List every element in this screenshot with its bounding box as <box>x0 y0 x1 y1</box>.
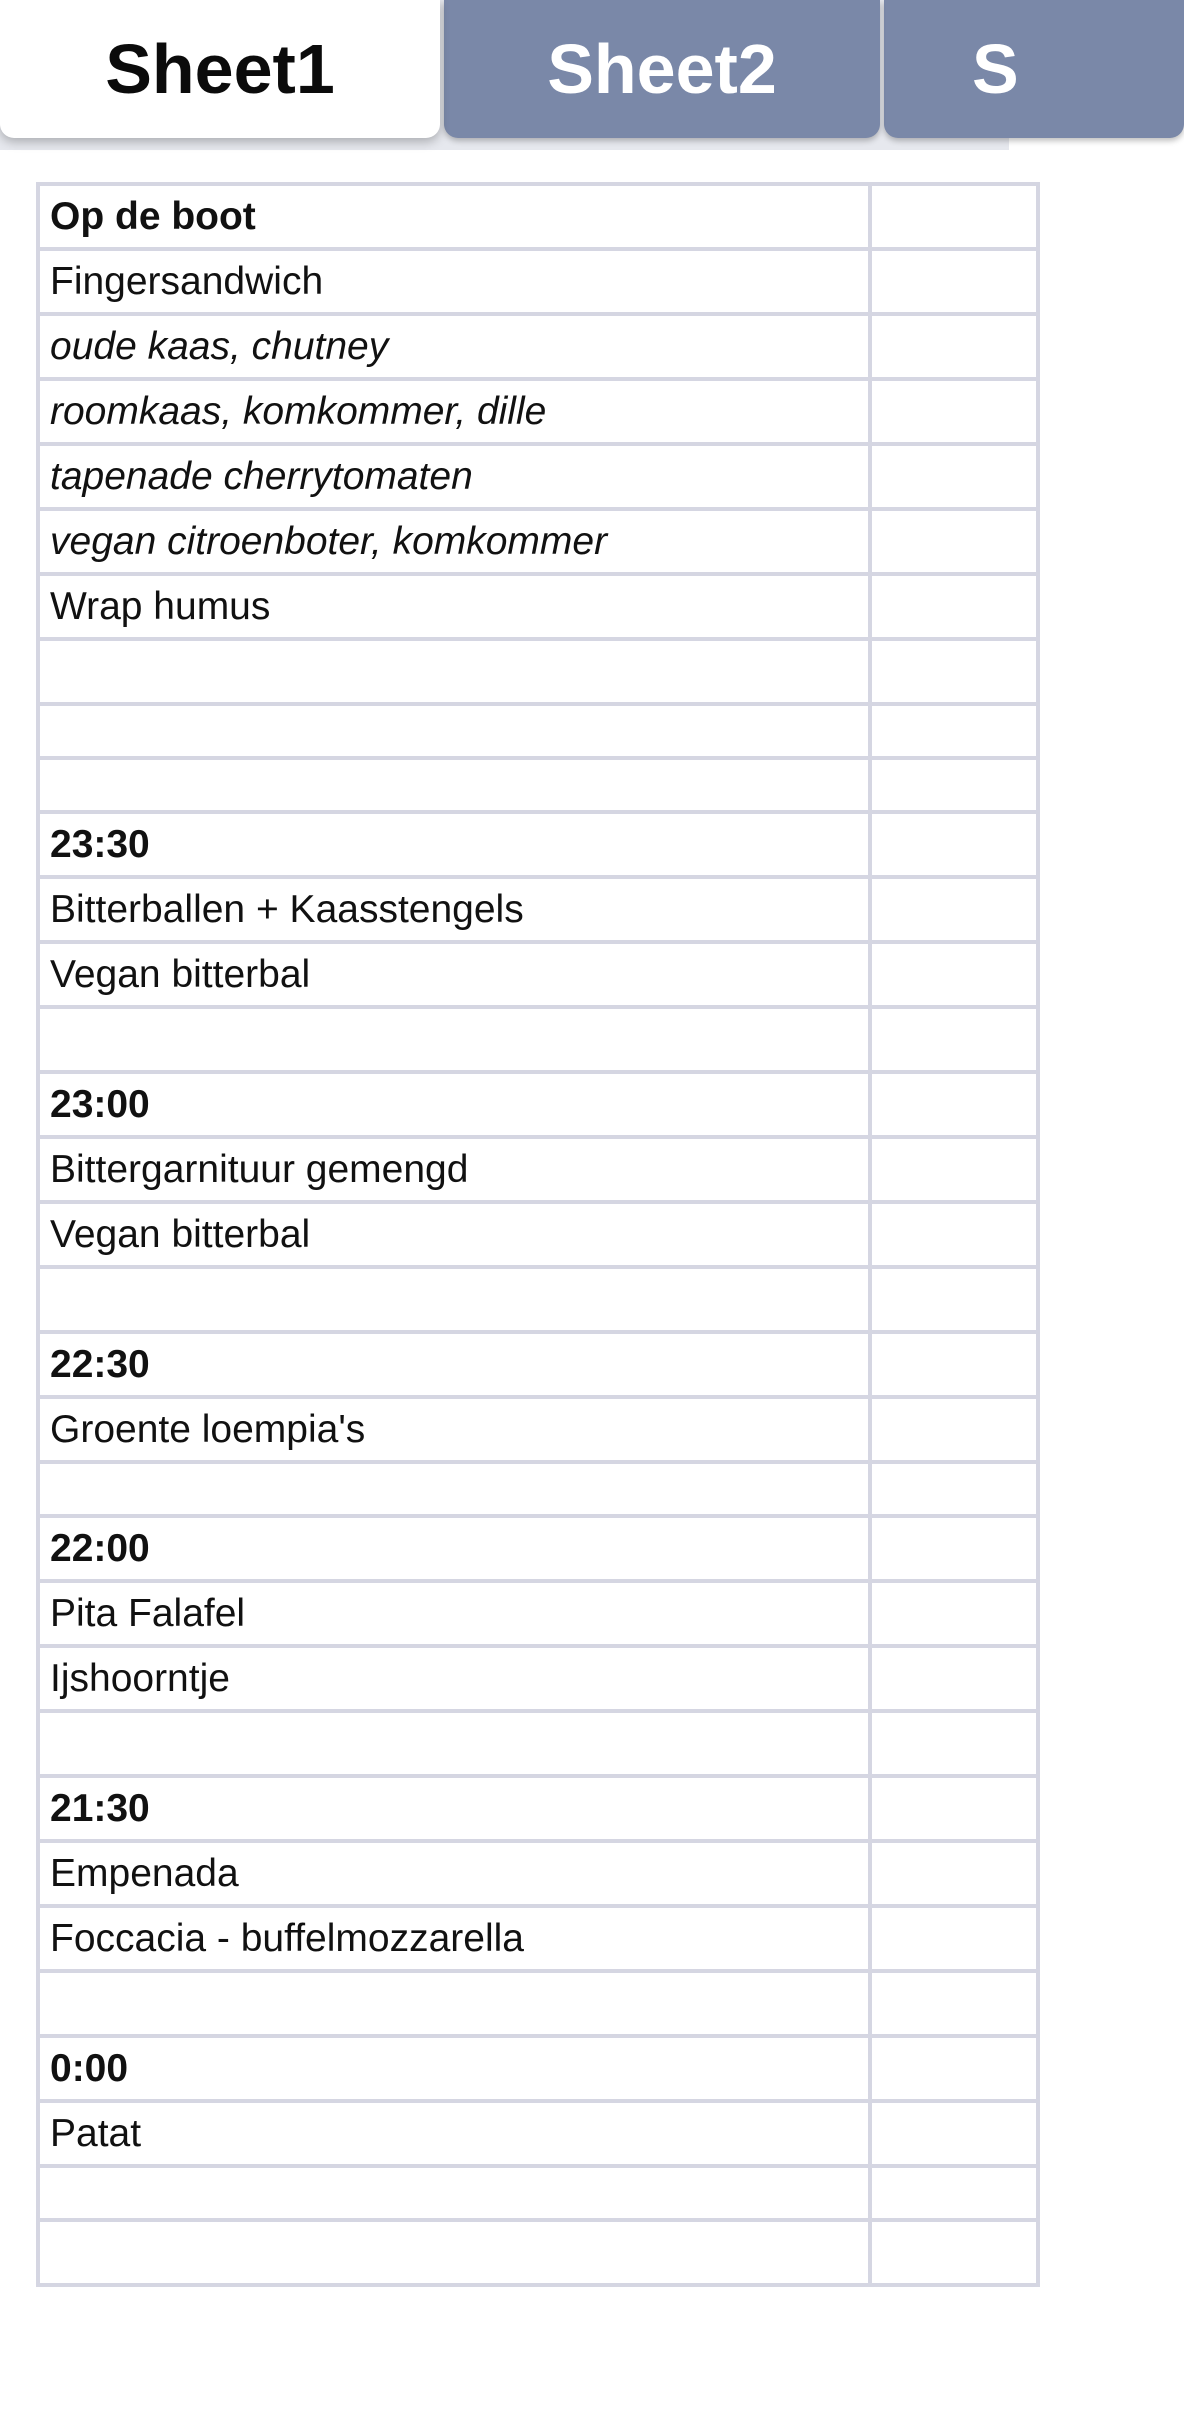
cell-col-a[interactable]: roomkaas, komkommer, dille <box>38 379 870 444</box>
cell-col-b[interactable] <box>870 1267 1038 1332</box>
table-row <box>38 1462 1038 1516</box>
cell-col-a[interactable] <box>38 2166 870 2220</box>
table-row <box>38 2220 1038 2285</box>
tab-sheet2[interactable] <box>444 0 880 138</box>
cell-col-b[interactable] <box>870 1776 1038 1841</box>
table-row <box>38 1072 1038 1137</box>
cell-col-b[interactable] <box>870 1202 1038 1267</box>
tab-sheet1-label: Sheet1 <box>105 30 335 108</box>
spreadsheet-grid <box>36 182 1040 2287</box>
tab-sheet1[interactable] <box>0 0 440 138</box>
cell-col-b[interactable] <box>870 249 1038 314</box>
cell-col-a[interactable]: Patat <box>38 2101 870 2166</box>
cell-col-a[interactable]: Pita Falafel <box>38 1581 870 1646</box>
table-row <box>38 184 1038 249</box>
table-row <box>38 1776 1038 1841</box>
cell-col-a[interactable] <box>38 639 870 704</box>
cell-col-a[interactable]: Groente loempia's <box>38 1397 870 1462</box>
cell-col-b[interactable] <box>870 1462 1038 1516</box>
tab-sheet3-label: S <box>972 30 1019 108</box>
cell-col-b[interactable] <box>870 184 1038 249</box>
table-row <box>38 2166 1038 2220</box>
table-row <box>38 1267 1038 1332</box>
cell-col-b[interactable] <box>870 704 1038 758</box>
table-row <box>38 1841 1038 1906</box>
cell-col-a[interactable] <box>38 1711 870 1776</box>
table-row <box>38 1906 1038 1971</box>
cell-col-a[interactable]: Bitterballen + Kaasstengels <box>38 877 870 942</box>
table-row <box>38 1711 1038 1776</box>
cell-col-b[interactable] <box>870 2166 1038 2220</box>
cell-col-a[interactable]: 0:00 <box>38 2036 870 2101</box>
table-row <box>38 314 1038 379</box>
table-row <box>38 1397 1038 1462</box>
cell-col-b[interactable] <box>870 877 1038 942</box>
table-row <box>38 509 1038 574</box>
cell-col-a[interactable] <box>38 758 870 812</box>
cell-col-a[interactable]: 22:30 <box>38 1332 870 1397</box>
cell-col-b[interactable] <box>870 2220 1038 2285</box>
cell-col-a[interactable]: 22:00 <box>38 1516 870 1581</box>
cell-col-b[interactable] <box>870 1332 1038 1397</box>
cell-col-a[interactable] <box>38 704 870 758</box>
cell-col-b[interactable] <box>870 379 1038 444</box>
cell-col-b[interactable] <box>870 1007 1038 1072</box>
cell-col-a[interactable]: Ijshoorntje <box>38 1646 870 1711</box>
table-row <box>38 877 1038 942</box>
cell-col-b[interactable] <box>870 509 1038 574</box>
cell-col-a[interactable]: 21:30 <box>38 1776 870 1841</box>
cell-col-b[interactable] <box>870 942 1038 1007</box>
table-row <box>38 249 1038 314</box>
tab-sheet2-label: Sheet2 <box>547 30 777 108</box>
cell-col-a[interactable]: Empenada <box>38 1841 870 1906</box>
table-row <box>38 1971 1038 2036</box>
table-row <box>38 2101 1038 2166</box>
table-row <box>38 1332 1038 1397</box>
tab-sheet3[interactable] <box>884 0 1184 138</box>
cell-col-b[interactable] <box>870 1646 1038 1711</box>
table-row <box>38 1516 1038 1581</box>
cell-col-a[interactable]: Vegan bitterbal <box>38 1202 870 1267</box>
cell-col-b[interactable] <box>870 639 1038 704</box>
cell-col-a[interactable] <box>38 1462 870 1516</box>
table-row <box>38 1007 1038 1072</box>
table-row <box>38 1581 1038 1646</box>
cell-col-a[interactable]: oude kaas, chutney <box>38 314 870 379</box>
table-row <box>38 2036 1038 2101</box>
cell-col-b[interactable] <box>870 1581 1038 1646</box>
cell-col-b[interactable] <box>870 1137 1038 1202</box>
table-row <box>38 812 1038 877</box>
cell-col-a[interactable]: tapenade cherrytomaten <box>38 444 870 509</box>
table-row <box>38 1202 1038 1267</box>
cell-col-a[interactable]: 23:30 <box>38 812 870 877</box>
table-row <box>38 942 1038 1007</box>
cell-col-a[interactable]: vegan citroenboter, komkommer <box>38 509 870 574</box>
cell-col-b[interactable] <box>870 2036 1038 2101</box>
cell-col-b[interactable] <box>870 1072 1038 1137</box>
table-row <box>38 1137 1038 1202</box>
cell-col-b[interactable] <box>870 574 1038 639</box>
cell-col-b[interactable] <box>870 1711 1038 1776</box>
table-row <box>38 379 1038 444</box>
table-row <box>38 704 1038 758</box>
table-row <box>38 758 1038 812</box>
cell-col-b[interactable] <box>870 1841 1038 1906</box>
cell-col-a[interactable]: Op de boot <box>38 184 870 249</box>
cell-col-a[interactable]: Vegan bitterbal <box>38 942 870 1007</box>
cell-col-a[interactable]: Wrap humus <box>38 574 870 639</box>
cell-col-b[interactable] <box>870 1516 1038 1581</box>
table-row <box>38 1646 1038 1711</box>
cell-col-a[interactable]: Foccacia - buffelmozzarella <box>38 1906 870 1971</box>
cell-col-a[interactable]: 23:00 <box>38 1072 870 1137</box>
cell-col-a[interactable]: Fingersandwich <box>38 249 870 314</box>
cell-col-b[interactable] <box>870 2101 1038 2166</box>
cell-col-a[interactable]: Bittergarnituur gemengd <box>38 1137 870 1202</box>
table-row <box>38 639 1038 704</box>
sheet-tab-bar <box>0 0 1019 150</box>
cell-col-b[interactable] <box>870 812 1038 877</box>
cell-col-b[interactable] <box>870 444 1038 509</box>
cell-col-a[interactable] <box>38 2220 870 2285</box>
table-row <box>38 574 1038 639</box>
cell-col-a[interactable] <box>38 1267 870 1332</box>
cell-col-b[interactable] <box>870 1397 1038 1462</box>
cell-col-b[interactable] <box>870 1971 1038 2036</box>
cell-col-b[interactable] <box>870 314 1038 379</box>
cell-col-a[interactable] <box>38 1971 870 2036</box>
table-row <box>38 444 1038 509</box>
cell-col-a[interactable] <box>38 1007 870 1072</box>
cell-col-b[interactable] <box>870 1906 1038 1971</box>
cell-col-b[interactable] <box>870 758 1038 812</box>
